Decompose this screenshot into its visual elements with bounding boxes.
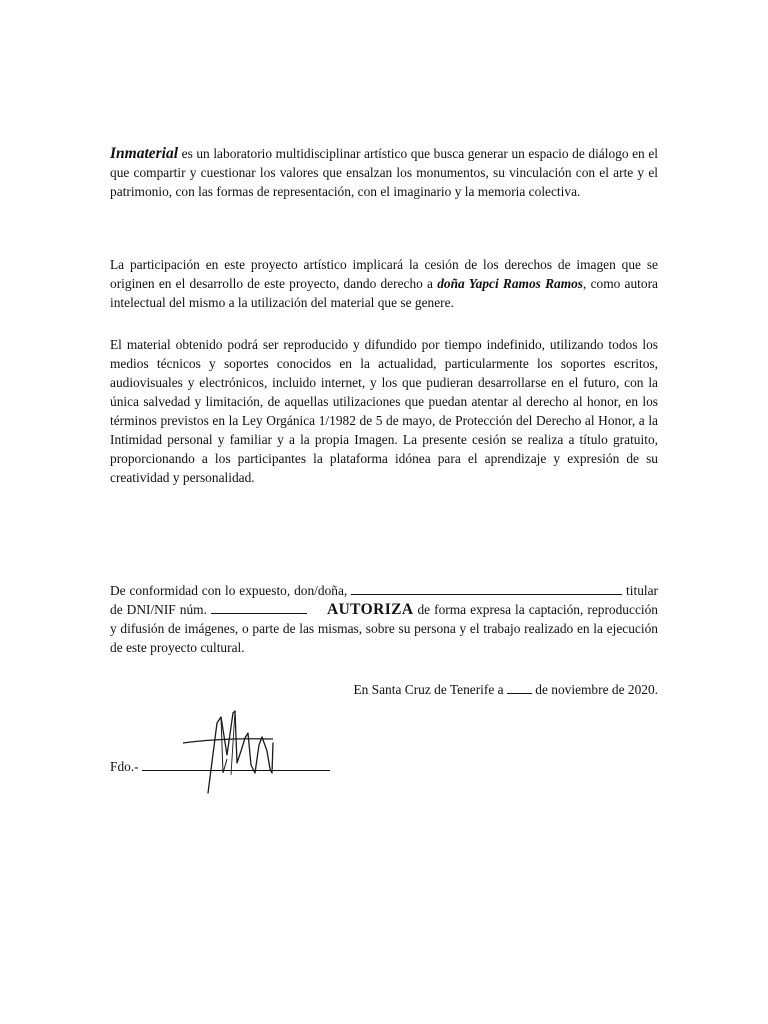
author-name: doña Yapci Ramos Ramos [437, 276, 584, 291]
usage-text: El material obtenido podrá ser reproducido y difundido por tiempo indefinido, utilizando todos los medios técnicos y soportes conocidos en la actualidad, particularmente los soportes escritos, audiovisuales y electrónicos, incluido internet, y los que pudieran desarrollarse en el futuro, con la única salvedad y limitación, de aquellas utilizaciones que puedan atentar al derecho al honor, en los términos previstos en la Ley Orgánica 1/1982 de 5 de mayo, de Protección del Derecho al Honor, a la Intimidad personal y familiar y a la propia Imagen. La presente cesión se realiza a título gratuito, proporcionando a los participantes la plataforma idónea para el aprendizaje y expresión de su creatividad y personalidad. [110, 337, 658, 485]
handwritten-signature [175, 703, 295, 798]
date-text-a: En Santa Cruz de Tenerife a [353, 682, 507, 697]
consent-text-c: de forma expresa la captación, reproducción y difusión de imágenes, o parte de las mismas, sobre su persona y el trabajo realizado en la ejecución de este proyecto cultural. [110, 602, 658, 655]
consent-paragraph [110, 581, 658, 657]
rights-text-b: , como autora intelectual del mismo a la utilización del material que se genere. [110, 276, 658, 310]
consent-text-a: De conformidad con lo expuesto, don/doña, [110, 583, 352, 598]
consent-text-b: titular de DNI/NIF núm. [110, 583, 659, 617]
name-blank-field[interactable] [351, 582, 622, 595]
day-blank-field[interactable] [507, 681, 532, 694]
rights-text-a: La participación en este proyecto artístico implicará la cesión de los derechos de imagen que se originen en el desarrollo de este proyecto, dando derecho a [110, 257, 658, 291]
usage-paragraph [110, 335, 658, 487]
intro-paragraph [110, 144, 658, 201]
project-name: Inmaterial [110, 145, 179, 162]
intro-text: es un laboratorio multidisciplinar artístico que busca generar un espacio de diálogo en el que compartir y cuestionar los valores que ensalzan los monumentos, su vinculación con el arte y el patrimonio, con las formas de representación, con el imaginario y la memoria colectiva. [110, 146, 658, 199]
authorize-keyword: AUTORIZA [327, 601, 414, 618]
dni-blank-field[interactable] [211, 601, 307, 614]
date-text-b: de noviembre de 2020. [531, 682, 658, 697]
date-line [110, 680, 658, 699]
signature-label: Fdo.- [110, 759, 142, 774]
rights-paragraph [110, 255, 658, 312]
